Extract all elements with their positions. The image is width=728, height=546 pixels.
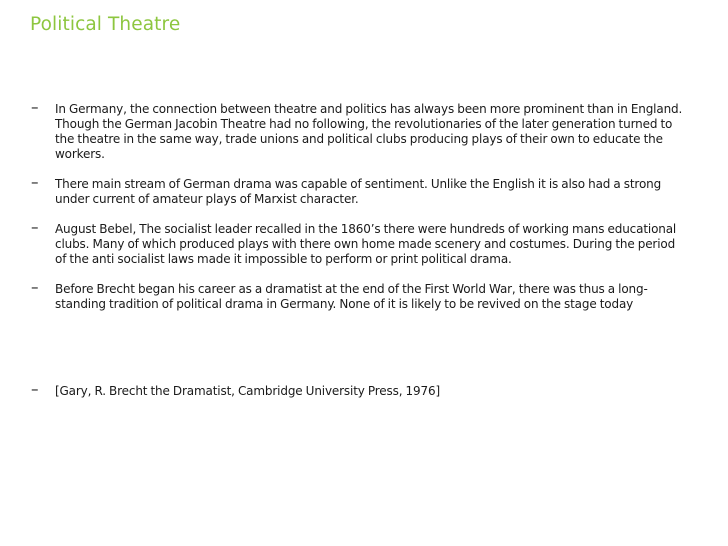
bullet-dash: – <box>31 218 39 236</box>
bullet-dash: – <box>31 380 39 398</box>
bullet-dash: – <box>31 173 39 191</box>
citation-item <box>0 380 728 399</box>
bullet-text: There main stream of German drama was capable of sentiment. Unlike the English it is also had a strong under current of amateur plays of Marxist character. <box>55 177 662 206</box>
bullet-dash: – <box>31 278 39 296</box>
bullet-item <box>0 98 728 162</box>
bullet-item <box>0 173 728 207</box>
bullet-text: In Germany, the connection between theatre and politics has always been more prominent than in England. Though the German Jacobin Theatre had no following, the revolutionaries of the later generation turned to the theatre in the same way, trade unions and political clubs producing plays of their own to educate the workers. <box>55 102 683 161</box>
bullet-dash: – <box>31 98 39 116</box>
bullet-list <box>0 98 728 399</box>
bullet-text: Before Brecht began his career as a dramatist at the end of the First World War, there was thus a long-standing tradition of political drama in Germany. None of it is likely to be revived on the stage today <box>55 282 648 311</box>
slide-title: Political Theatre <box>30 14 181 35</box>
bullet-item <box>0 278 728 312</box>
bullet-item <box>0 218 728 267</box>
citation-text: [Gary, R. Brecht the Dramatist, Cambridge University Press, 1976] <box>55 384 441 398</box>
bullet-text: August Bebel, The socialist leader recalled in the 1860’s there were hundreds of working mans educational clubs. Many of which produced plays with there own home made scenery and costumes. During the period of the anti socialist laws made it impossible to perform or print political drama. <box>55 222 677 266</box>
